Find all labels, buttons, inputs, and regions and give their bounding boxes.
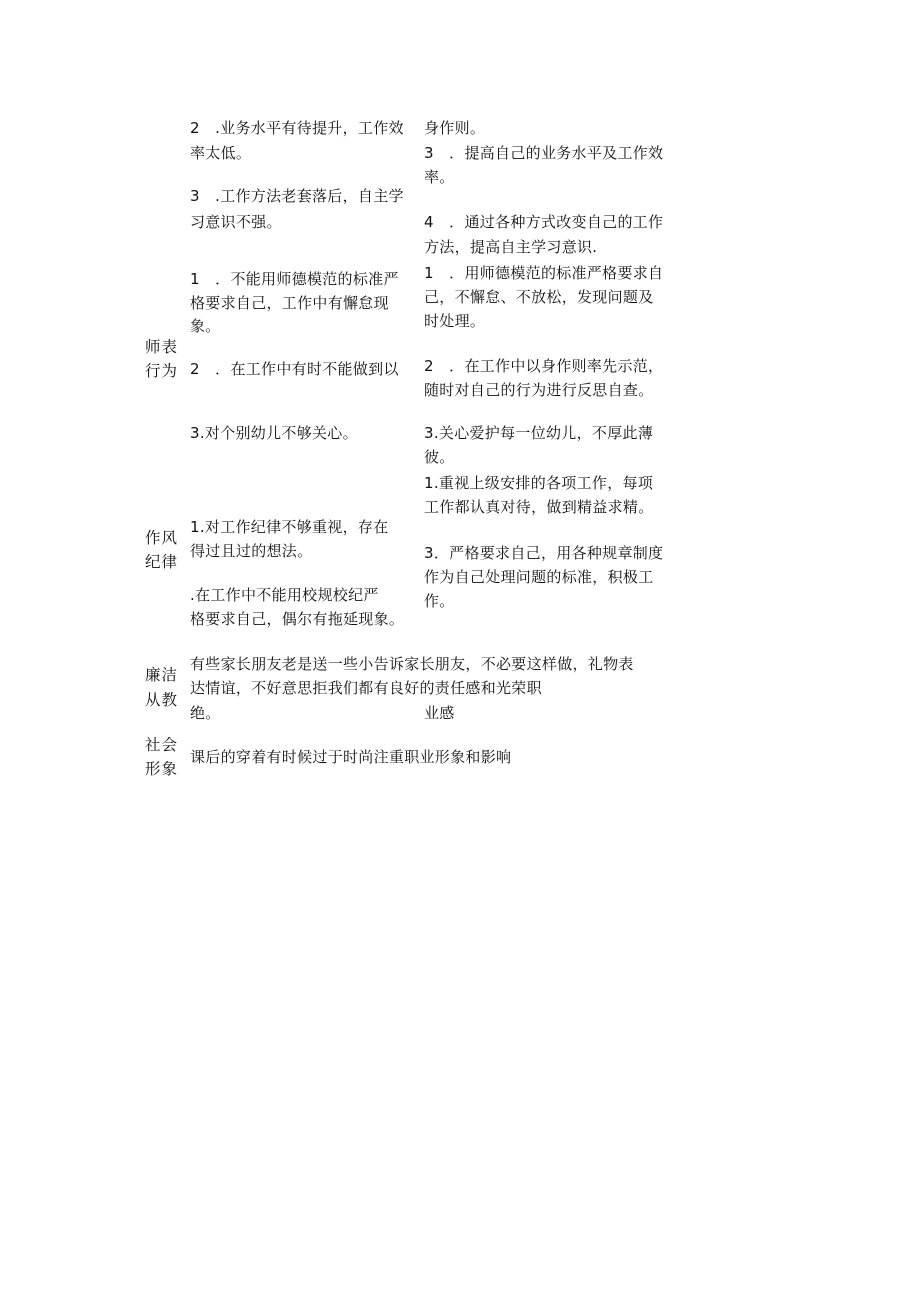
discipline-right-item1-line1: 1.重视上级安排的各项工作，每项 — [424, 474, 654, 492]
teacher-right-item3-line1: 3.关心爱护每一位幼儿，不厚此薄 — [424, 424, 654, 442]
discipline-right-item1-line2: 工作都认真对待，做到精益求精。 — [424, 498, 654, 516]
social-image-label-line1: 社会 — [145, 736, 179, 754]
teacher-behavior-label-line2: 行为 — [145, 362, 179, 380]
teacher-right-item3-line2: 彼。 — [424, 448, 455, 466]
integrity-line3-left: 绝。 — [190, 704, 221, 722]
integrity-label-line1: 廉洁 — [145, 666, 179, 684]
top-right-item3-line2: 率。 — [424, 168, 455, 186]
integrity-line1: 有些家长朋友老是送一些小告诉家长朋友，不必要这样做，礼物表 — [190, 655, 634, 673]
teacher-right-item2-line1: 2 ．在工作中以身作则率先示范， — [424, 357, 664, 375]
discipline-label-line1: 作风 — [145, 529, 179, 547]
top-left-item2-line2: 率太低。 — [190, 144, 252, 162]
social-image-line1: 课后的穿着有时候过于时尚注重职业形象和影响 — [190, 748, 512, 766]
top-right-line0: 身作则。 — [424, 119, 486, 137]
teacher-left-item1-line3: 象。 — [190, 317, 221, 335]
teacher-behavior-label-line1: 师表 — [145, 338, 179, 356]
teacher-left-item2-line1: 2 ．在工作中有时不能做到以 — [190, 360, 399, 378]
discipline-left-item2-line2: 格要求自己，偶尔有拖延现象。 — [190, 610, 405, 628]
integrity-line3-right: 业感 — [424, 704, 455, 722]
integrity-label-line2: 从教 — [145, 691, 179, 709]
discipline-right-item3-line1: 3．严格要求自己，用各种规章制度 — [424, 544, 664, 562]
top-left-item3-line2: 习意识不强。 — [190, 213, 282, 231]
teacher-left-item1-line1: 1 ．不能用师德模范的标准严 — [190, 270, 399, 288]
top-right-item3-line1: 3 ．提高自己的业务水平及工作效 — [424, 144, 664, 162]
discipline-right-item3-line3: 作。 — [424, 592, 455, 610]
top-right-item4-line2: 方法，提高自主学习意识. — [424, 238, 598, 256]
teacher-right-item1-line2: 己，不懈怠、不放松，发现问题及 — [424, 288, 654, 306]
teacher-right-item1-line1: 1 ．用师德模范的标准严格要求自 — [424, 264, 664, 282]
discipline-label-line2: 纪律 — [145, 553, 179, 571]
discipline-left-item1-line2: 得过且过的想法。 — [190, 542, 313, 560]
teacher-left-item3-line1: 3.对个别幼儿不够关心。 — [190, 424, 358, 442]
social-image-label-line2: 形象 — [145, 760, 179, 778]
top-left-item3-line1: 3 .工作方法老套落后，自主学 — [190, 187, 404, 205]
discipline-left-item1-line1: 1.对工作纪律不够重视，存在 — [190, 518, 389, 536]
teacher-right-item1-line3: 时处理。 — [424, 312, 486, 330]
teacher-right-item2-line2: 随时对自己的行为进行反思自查。 — [424, 381, 654, 399]
top-left-item2-line1: 2 .业务水平有待提升，工作效 — [190, 119, 404, 137]
teacher-left-item1-line2: 格要求自己，工作中有懈怠现 — [190, 294, 389, 312]
top-right-item4-line1: 4 ．通过各种方式改变自己的工作 — [424, 213, 664, 231]
discipline-right-item3-line2: 作为自己处理问题的标准，积极工 — [424, 568, 654, 586]
integrity-line2: 达情谊，不好意思拒我们都有良好的责任感和光荣职 — [190, 679, 542, 697]
discipline-left-item2-line1: .在工作中不能用校规校纪严 — [190, 586, 379, 604]
